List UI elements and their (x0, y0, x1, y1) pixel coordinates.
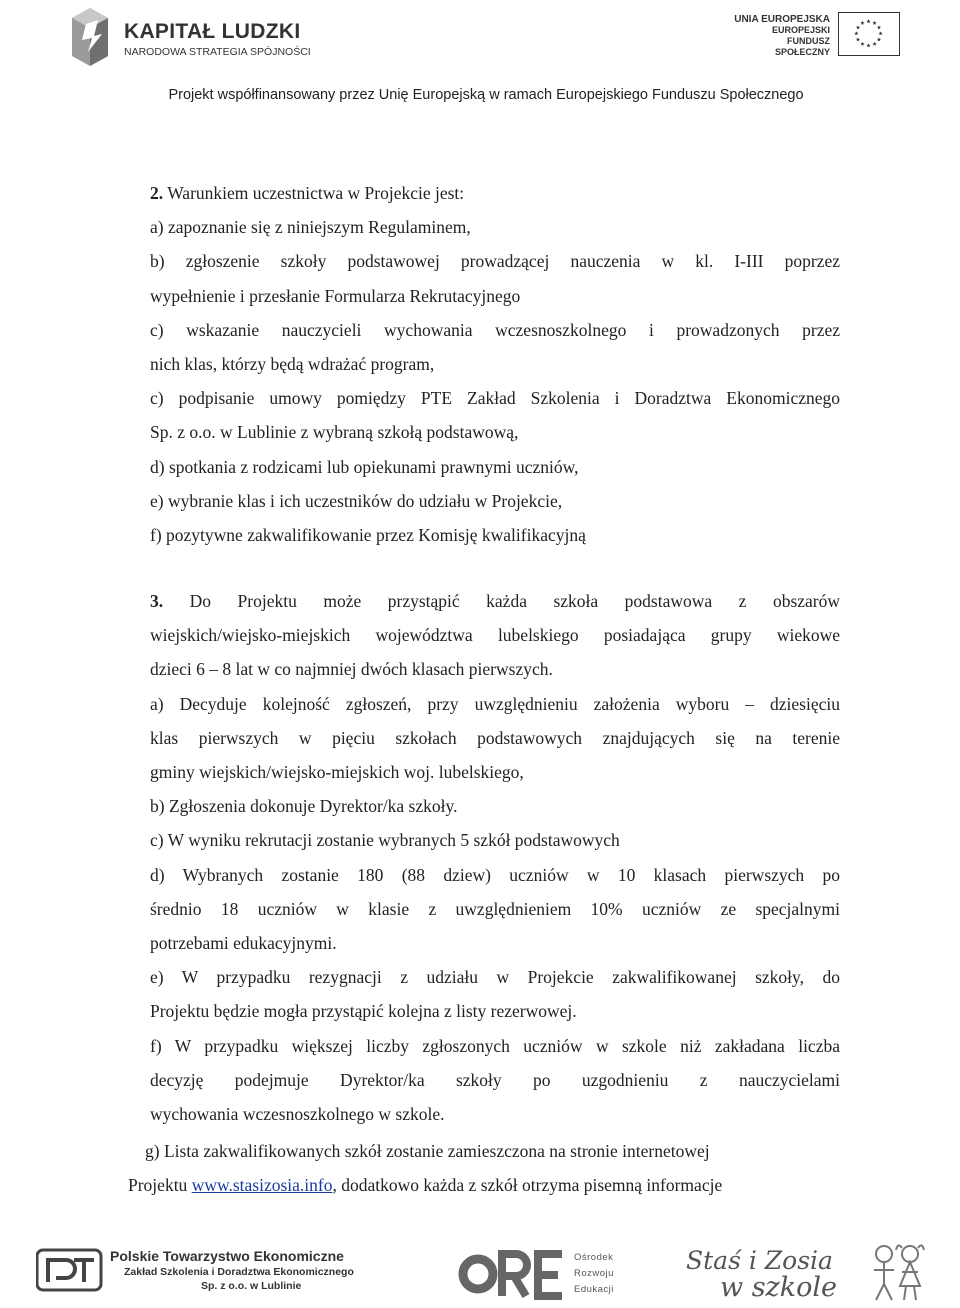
condition-a: a) zapoznanie się z niniejszym Regulaminem, (150, 217, 471, 238)
section-gap (150, 552, 840, 584)
eu-star-icon (860, 21, 864, 25)
eu-star-icon (856, 25, 860, 29)
eu-star-icon (854, 31, 858, 35)
point-g-line1: g) Lista zakwalifikowanych szkół zostanie zamieszczona na stronie internetowej (145, 1141, 710, 1161)
ore-wordmark-icon (458, 1246, 566, 1302)
condition-c2: c) podpisanie umowy pomiędzy PTE Zakład Szkolenia i Doradztwa Ekonomicznego (150, 388, 840, 409)
section-2-heading (150, 176, 840, 210)
stas-i-zosia-logo (680, 1240, 930, 1306)
section-2-number: 2. (150, 183, 164, 203)
eu-star-icon (856, 37, 860, 41)
section-2-heading-text: Warunkiem uczestnictwa w Projekcie jest: (167, 183, 465, 203)
point-f-line3: wychowania wczesnoszkolnego w szkole. (150, 1103, 445, 1124)
ore-side-line2: Rozwoju (574, 1268, 614, 1279)
point-a-line1: a) Decyduje kolejność zgłoszeń, przy uwzględnieniu założenia wyboru – dziesięciu (150, 693, 840, 714)
children-drawing-icon (862, 1240, 928, 1306)
point-d-line2: średnio 18 uczniów w klasie z uwzględnieniem 10% uczniów ze specjalnymi (150, 898, 840, 919)
page-footer (0, 1236, 960, 1308)
pte-emblem-icon (36, 1248, 104, 1292)
eu-star-icon (877, 25, 881, 29)
point-d-line3: potrzebami edukacyjnymi. (150, 932, 337, 953)
point-c: c) W wyniku rekrutacji zostanie wybranych 5 szkół podstawowych (150, 830, 620, 851)
condition-c1-cont: nich klas, którzy będą wdrażać program, (150, 353, 435, 374)
condition-b: b) zgłoszenie szkoły podstawowej prowadzącej nauczenia w kl. I-III poprzez (150, 251, 840, 272)
section-3-line2: wiejskich/wiejsko-miejskich województwa lubelskiego posiadająca grupy wiekowe (150, 625, 840, 646)
point-g-suffix: , dodatkowo każda z szkół otrzyma pisemną informacje (332, 1175, 723, 1195)
regulation-content (150, 176, 840, 1131)
point-g-prefix: Projektu (128, 1175, 192, 1195)
eu-logo (730, 12, 900, 62)
ore-side-line3: Edukacji (574, 1284, 614, 1295)
eu-logo-line3: FUNDUSZ SPOŁECZNY (774, 36, 830, 57)
ore-logo-text (574, 1250, 614, 1298)
eu-logo-text (730, 14, 830, 58)
point-f-line1: f) W przypadku większej liczby zgłoszonych uczniów w szkole niż zakładana liczba (150, 1035, 840, 1056)
pte-logo-company: Sp. z o.o. w Lublinie (201, 1280, 302, 1292)
point-a-line2: klas pierwszych w pięciu szkołach podstawowych znajdujących się na terenie (150, 727, 840, 748)
eu-star-icon (872, 21, 876, 25)
eu-star-icon (866, 19, 870, 23)
point-f-line2: decyzję podejmuje Dyrektor/ka szkoły po uzgodnieniu z nauczycielami (150, 1069, 840, 1090)
point-e-line1: e) W przypadku rezygnacji z udziału w Projekcie zakwalifikowanej szkoły, do (150, 967, 840, 988)
kapital-ludzki-title: KAPITAŁ LUDZKI (124, 20, 301, 43)
stas-i-zosia-line2: w szkole (720, 1272, 838, 1303)
point-g-line2 (128, 1168, 722, 1202)
condition-f: f) pozytywne zakwalifikowanie przez Komisję kwalifikacyjną (150, 524, 586, 545)
point-a-line3: gminy wiejskich/wiejsko-miejskich woj. lubelskiego, (150, 762, 524, 782)
section-3-number: 3. (150, 591, 164, 612)
condition-b-cont: wypełnienie i przesłanie Formularza Rekrutacyjnego (150, 285, 521, 306)
eu-star-icon (866, 43, 870, 47)
project-website-link[interactable]: www.stasizosia.info (191, 1175, 333, 1195)
point-d-line1: d) Wybranych zostanie 180 (88 dziew) uczniów w 10 klasach pierwszych po (150, 864, 840, 885)
pte-logo-name: Polskie Towarzystwo Ekonomiczne (110, 1248, 344, 1264)
condition-e: e) wybranie klas i ich uczestników do udziału w Projekcie, (150, 490, 563, 511)
kapital-ludzki-subtitle: NARODOWA STRATEGIA SPÓJNOŚCI (124, 46, 311, 58)
ore-side-line1: Ośrodek (574, 1252, 614, 1263)
section-3-line3: dzieci 6 – 8 lat w co najmniej dwóch klasach pierwszych. (150, 659, 553, 680)
kapital-ludzki-emblem-icon (68, 6, 112, 68)
condition-d: d) spotkania z rodzicami lub opiekunami prawnymi uczniów, (150, 456, 579, 477)
eu-star-icon (877, 37, 881, 41)
eu-star-icon (878, 31, 882, 35)
eu-logo-line2: EUROPEJSKI (771, 25, 830, 35)
eu-star-icon (860, 42, 864, 46)
condition-c1: c) wskazanie nauczycieli wychowania wczesnoszkolnego i prowadzonych przez (150, 319, 840, 340)
cofinancing-caption (0, 87, 960, 103)
cofinancing-caption-text: Projekt współfinansowany przez Unię Europejską w ramach Europejskiego Funduszu Społecznego (168, 87, 804, 103)
section-3-line1-text: Do Projektu może przystąpić każda szkoła podstawowa z obszarów (189, 591, 840, 612)
condition-c2-cont: Sp. z o.o. w Lublinie z wybraną szkołą podstawową, (150, 422, 519, 443)
ore-logo (458, 1246, 628, 1302)
eu-flag-icon (838, 12, 900, 56)
eu-stars-icon (839, 13, 898, 54)
section-3-line1 (150, 584, 840, 618)
eu-logo-line1: UNIA EUROPEJSKA (734, 14, 830, 25)
pte-logo (36, 1248, 406, 1298)
pte-logo-unit: Zakład Szkolenia i Doradztwa Ekonomicznego (124, 1266, 354, 1278)
eu-star-icon (872, 42, 876, 46)
kapital-ludzki-logo (68, 6, 328, 70)
stas-i-zosia-line1: Staś i Zosia (686, 1246, 833, 1275)
point-b: b) Zgłoszenia dokonuje Dyrektor/ka szkoły. (150, 796, 458, 817)
page-header (0, 0, 960, 115)
point-e-line2: Projektu będzie mogła przystąpić kolejna z listy rezerwowej. (150, 1001, 577, 1022)
